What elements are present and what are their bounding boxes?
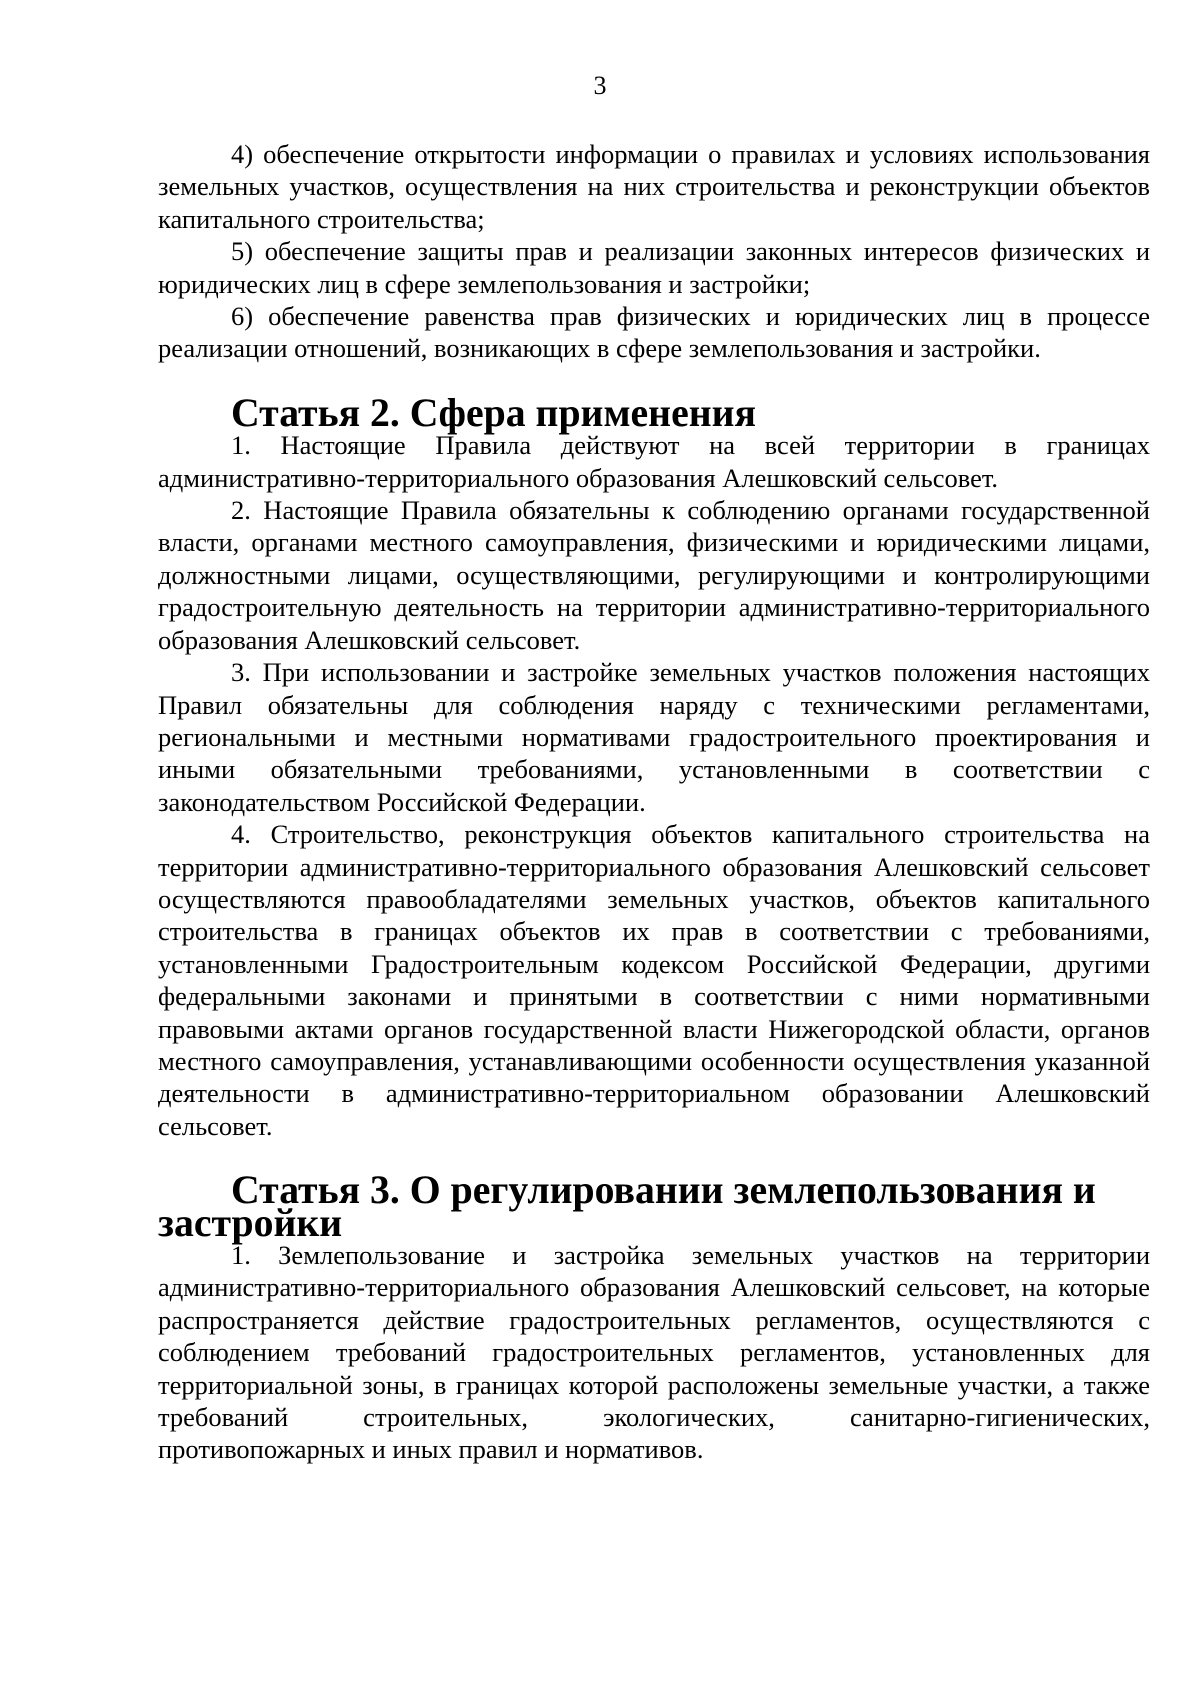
article-2-heading: Статья 2. Сфера применения (231, 390, 757, 435)
paragraph-item-6: 6) обеспечение равенства прав физических и юридических лиц в процессе реализации отношений, возникающих в сфере землепользования и застройки. (158, 301, 1150, 364)
paragraph-item-5: 5) обеспечение защиты прав и реализации законных интересов физических и юридических лиц в сфере землепользования и застройки; (158, 236, 1150, 299)
article-2-paragraph-4: 4. Строительство, реконструкция объектов капитального строительства на территории административно-территориального образования Алешковский сельсовет осуществляются правообладателями земельных участков, объектов капитального строительства в границах объектов их прав в соответствии с требованиями, установленными Градостроительным кодексом Российской Федерации, другими федеральными законами и принятыми в соответствии с ними нормативными правовыми актами органов государственной власти Нижегородской области, органов местного самоуправления, устанавливающими особенности осуществления указанной деятельности в административно-территориальном образовании Алешковский сельсовет. (158, 819, 1150, 1141)
article-3-paragraph-1: 1. Землепользование и застройка земельных участков на территории административно-территориального образования Алешковский сельсовет, на которые распространяется действие градостроительных регламентов, осуществляются с соблюдением требований градостроительных регламентов, установленных для территориальной зоны, в границах которой расположены земельные участки, а также требований строительных, экологических, санитарно-гигиенических, противопожарных и иных правил и нормативов. (158, 1240, 1150, 1465)
article-3-heading: Статья 3. О регулировании землепользования и застройки (158, 1168, 1096, 1245)
article-2-paragraph-3: 3. При использовании и застройке земельных участков положения настоящих Правил обязательны для соблюдения наряду с техническими регламентами, региональными и местными нормативами градостроительного проектирования и иными обязательными требованиями, установленными в соответствии с законодательством Российской Федерации. (158, 657, 1150, 817)
article-2-paragraph-2: 2. Настоящие Правила обязательны к соблюдению органами государственной власти, органами местного самоуправления, физическими и юридическими лицами, должностными лицами, осуществляющими, регулирующими и контролирующими градостроительную деятельность на территории административно-территориального образования Алешковский сельсовет. (158, 495, 1150, 655)
page-number: 3 (593, 71, 607, 100)
paragraph-item-4: 4) обеспечение открытости информации о правилах и условиях использования земельных участков, осуществления на них строительства и реконструкции объектов капитального строительства; (158, 139, 1150, 234)
document-body (158, 138, 1150, 1466)
article-2-paragraph-1: 1. Настоящие Правила действуют на всей территории в границах административно-территориального образования Алешковский сельсовет. (158, 430, 1150, 493)
